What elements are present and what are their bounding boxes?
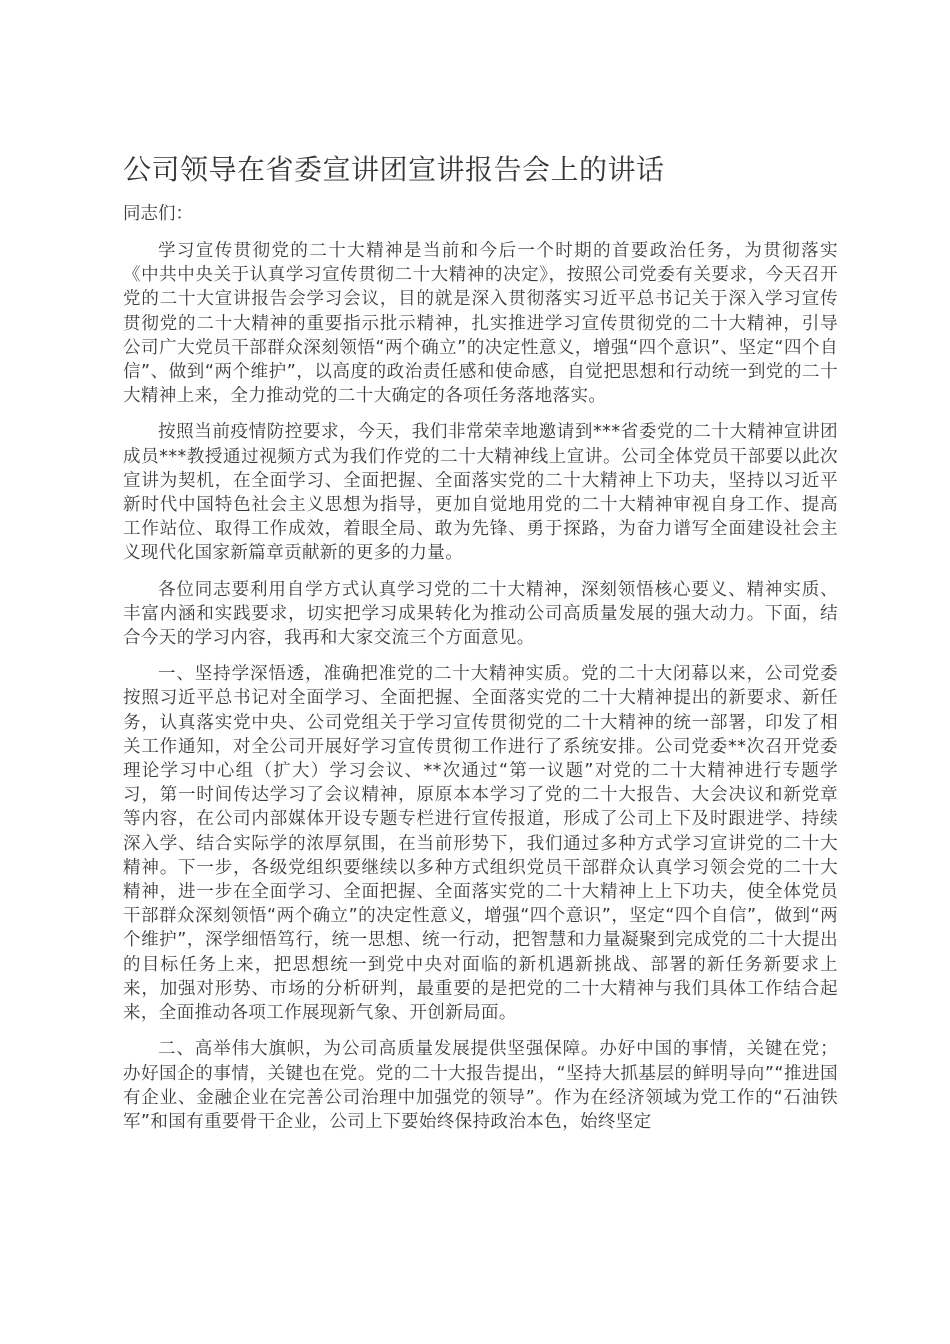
document-page [123, 150, 838, 1146]
paragraph-point-one: 一、坚持学深悟透，准确把准党的二十大精神实质。党的二十大闭幕以来，公司党委按照习近平总书记对全面学习、全面把握、全面落实党的二十大精神提出的新要求、新任务，认真落实党中央、公司党组关于学习宣传贯彻党的二十大精神的统一部署，印发了相关工作通知，对全公司开展好学习宣传贯彻工作进行了系统安排。公司党委**次召开党委理论学习中心组（扩大）学习会议、**次通过“第一议题”对党的二十大精神进行专题学习，第一时间传达学习了会议精神，原原本本学习了党的二十大报告、大会决议和新党章等内容，在公司内部媒体开设专题专栏进行宣传报道，形成了公司上下及时跟进学、持续深入学、结合实际学的浓厚氛围，在当前形势下，我们通过多种方式学习宣讲党的二十大精神。下一步，各级党组织要继续以多种方式组织党员干部群众认真学习领会党的二十大精神，进一步在全面学习、全面把握、全面落实党的二十大精神上上下功夫，使全体党员干部群众深刻领悟“两个确立”的决定性意义，增强“四个意识”，坚定“四个自信”，做到“两个维护”，深学细悟笃行，统一思想、统一行动，把智慧和力量凝聚到完成党的二十大提出的目标任务上来，把思想统一到党中央对面临的新机遇新挑战、部署的新任务新要求上来，加强对形势、市场的分析研判，最重要的是把党的二十大精神与我们具体工作结合起来，全面推动各项工作展现新气象、开创新局面。 [123, 664, 838, 1024]
paragraph-point-two: 二、高举伟大旗帜，为公司高质量发展提供坚强保障。办好中国的事情，关键在党；办好国企的事情，关键也在党。党的二十大报告提出，“坚持大抓基层的鲜明导向”“推进国有企业、金融企业在完善公司治理中加强党的领导”。作为在经济领域为党工作的“石油铁军”和国有重要骨干企业，公司上下要始终保持政治本色，始终坚定 [123, 1039, 838, 1132]
document-title: 公司领导在省委宣讲团宣讲报告会上的讲话 [123, 153, 665, 186]
paragraph-lecture: 按照当前疫情防控要求，今天，我们非常荣幸地邀请到***省委党的二十大精神宣讲团成员***教授通过视频方式为我们作党的二十大精神线上宣讲。公司全体党员干部要以此次宣讲为契机，在全面学习、全面把握、全面落实党的二十大精神上下功夫，坚持以习近平新时代中国特色社会主义思想为指导，更加自觉地用党的二十大精神审视自身工作、提高工作站位、取得工作成效，着眼全局、敢为先锋、勇于探路，为奋力谱写全面建设社会主义现代化国家新篇章贡献新的更多的力量。 [123, 422, 838, 564]
paragraph-intro: 学习宣传贯彻党的二十大精神是当前和今后一个时期的首要政治任务，为贯彻落实《中共中央关于认真学习宣传贯彻二十大精神的决定》，按照公司党委有关要求，今天召开党的二十大宣讲报告会学习会议，目的就是深入贯彻落实习近平总书记关于深入学习宣传贯彻党的二十大精神的重要指示批示精神，扎实推进学习宣传贯彻党的二十大精神，引导公司广大党员干部群众深刻领悟“两个确立”的决定性意义，增强“四个意识”、坚定“四个自信”、做到“两个维护”，以高度的政治责任感和使命感，自觉把思想和行动统一到党的二十大精神上来，全力推动党的二十大确定的各项任务落地落实。 [123, 241, 838, 407]
salutation: 同志们： [123, 204, 193, 224]
paragraph-self-study: 各位同志要利用自学方式认真学习党的二十大精神，深刻领悟核心要义、精神实质、丰富内涵和实践要求，切实把学习成果转化为推动公司高质量发展的强大动力。下面，结合今天的学习内容，我再和大家交流三个方面意见。 [123, 579, 838, 649]
